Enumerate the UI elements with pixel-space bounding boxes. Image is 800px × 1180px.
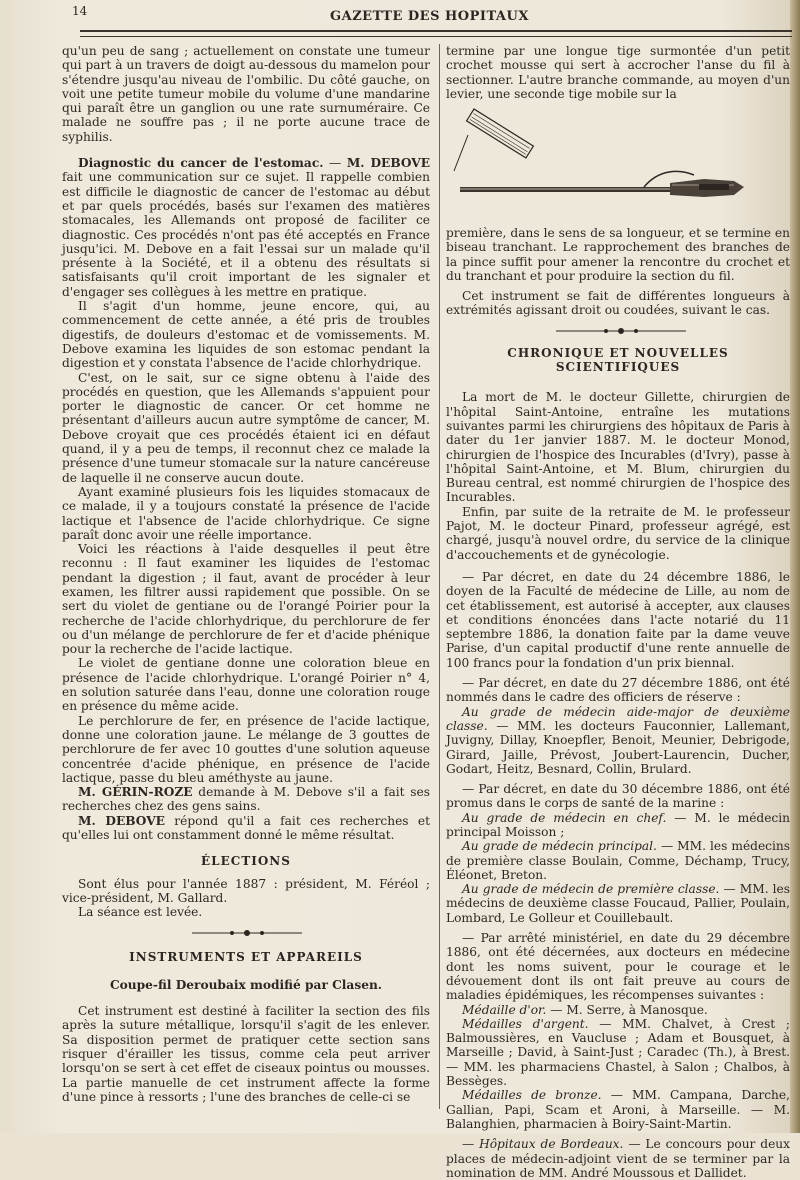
page-edge [790, 0, 800, 1133]
paragraph-text: — M. le médecin principal Moisson ; [446, 810, 790, 839]
paragraph [446, 1003, 790, 1017]
grade-label: Au grade de médecin aide-major de deuxième classe. [446, 704, 790, 733]
paragraph [446, 811, 790, 840]
paragraph: — Par décret, en date du 27 décembre 1886, ont été nommés dans le cadre des officiers de réserve : [446, 676, 790, 705]
award-label: Hôpitaux de Bordeaux. [479, 1137, 624, 1152]
paragraph-text: — MM. les médecins de deuxième classe Foucaud, Pallier, Poulain, Lombard, Le Golleur et Couillebault. [446, 882, 791, 925]
paragraph: La séance est levée. [78, 905, 203, 920]
paragraph: — Par arrêté ministériel, en date du 29 décembre 1886, ont été décernées, aux docteurs en médecine dont les noms suivent, pour le courage et le dévouement dont ils ont fait preuve au cours de maladies épidémiques, les récompenses suivantes : [446, 931, 790, 1003]
paragraph: — Hôpitaux de Bordeaux. — Le concours pour deux places de médecin-adjoint vient de se terminer par la nomination de MM. André Moussous et Dallidet. [446, 1137, 791, 1180]
paragraph: Voici les réactions à l'aide desquelles il peut être reconnu : Il faut examiner les liquides de l'estomac pendant la digestion ; il faut, avant de procéder à leur examen, les filtrer aussi rapidement que possible. On se sert du violet de gentiane ou de l'orangé Poirier pour la recherche de l'acide chlorhydrique, du perchlorure de fer ou d'un mélange de perchlorure de fer et d'acide phénique pour la recherche de l'acide lactique. [62, 542, 430, 657]
right-column [446, 44, 790, 101]
paragraph: Ayant examiné plusieurs fois les liquides stomacaux de ce malade, il y a toujours constaté la présence de l'acide lactique et l'absence de l'acide chlorhydrique. Ce signe paraît donc avoir une réelle importance. [62, 484, 430, 542]
paragraph: Il s'agit d'un homme, jeune encore, qui, au commencement de cette année, a été pris de troubles digestifs, de douleurs d'estomac et de vomissements. M. Debove examina les liquides de son estomac pendant la digestion et y constata l'absence de l'acide chlorhydrique. [62, 299, 430, 371]
paragraph: termine par une longue tige surmontée d'un petit crochet mousse qui sert à accrocher l'anse du fil à sectionner. L'autre branche commande, au moyen d'un levier, une seconde tige mobile sur la [446, 44, 790, 101]
article-heading: Coupe-fil Deroubaix modifié par Clasen. [109, 977, 383, 992]
paragraph: Cet instrument se fait de différentes longueurs à extrémités agissant droit ou coudées, suivant le cas. [446, 289, 790, 318]
award-label: Médailles d'argent. [462, 1016, 589, 1031]
paragraph-text: — Le concours pour deux places de médecin-adjoint vient de se terminer par la nomination de MM. André Moussous et Dallidet. [446, 1137, 791, 1180]
paragraph-text: fait une communication sur ce sujet. Il rappelle combien est difficile le diagnostic de cancer de l'estomac au début et par quels procédés, basés sur l'examen des matières stomacales, les Allemands ont proposé de faciliter ce diagnostic. Ces procédés n'ont pas été acceptés en France jusqu'ici. M. Debove en a fait l'essai sur un malade qu'il présente à la Société, et il a obtenu des résultats si satisfaisants qu'il croit important de les signaler et d'engager ses collègues à les mettre en pratique. [62, 170, 430, 299]
paragraph: Enfin, par suite de la retraite de M. le professeur Pajot, M. le docteur Pinard, professeur agrégé, est chargé, jusqu'à nouvel ordre, du service de la clinique d'accouchements et de gynécologie. [446, 504, 790, 562]
paragraph: Cet instrument est destiné à faciliter la section des fils après la suture métallique, lorsqu'il s'agit de les enlever. Sa disposition permet de pratiquer cette section sans risquer d'érailler les tissus, comme cela peut arriver lorsqu'on se sert à cet effet de ciseaux pointus ou mousses. La partie manuelle de cet instrument affecte la forme d'une pince à ressorts ; l'une des branches de celle-ci se [62, 1004, 430, 1104]
wire-cutter-instrument-icon [454, 109, 744, 197]
paragraph [446, 882, 790, 925]
header-rule-thin [80, 36, 792, 37]
paragraph [446, 1017, 790, 1088]
article-heading: Diagnostic du cancer de l'estomac. [78, 156, 324, 171]
paragraph: Le perchlorure de fer, en présence de l'acide lactique, donne une coloration jaune. Le mélange de 3 gouttes de perchlorure de fer avec 10 gouttes d'une solution aqueuse concentrée d'acide phénique, en présence de l'acide lactique, passe du bleu améthyste au jaune. [62, 713, 430, 785]
paragraph-text: — MM. les médecins de première classe Boulain, Comme, Déchamp, Trucy, Éléonet, Breton. [446, 839, 790, 882]
award-label: Médailles de bronze. [462, 1088, 602, 1103]
paragraph-text: répond qu'il a fait ces recherches et qu'elles lui ont constamment donné le même résultat. [62, 813, 430, 843]
wire-cutter-illustration [444, 99, 790, 219]
running-head: GAZETTE DES HOPITAUX [330, 9, 529, 24]
paragraph: C'est, on le sait, sur ce signe obtenu à l'aide des procédés en question, que les Allemands s'appuient pour porter le diagnostic de cancer. Or cet homme ne présentant d'ailleurs aucun autre symptôme de cancer, M. Debove croyait que ces procédés étaient ici en défaut quand, il y a peu de temps, il reconnut chez ce malade la présence d'une tumeur stomacale sur la nature cancéreuse de laquelle il ne conserve aucun doute. [62, 370, 430, 485]
paragraph: — Par décret, en date du 30 décembre 1886, ont été promus dans le corps de santé de la marine : [446, 782, 790, 811]
author-name: M. DEBOVE [346, 156, 431, 171]
grade-label: Au grade de médecin en chef. [462, 810, 667, 825]
paragraph: Diagnostic du cancer de l'estomac. — M. DEBOVE fait une communication sur ce sujet. Il rappelle combien est difficile le diagnostic de cancer de l'estomac au début et par quels procédés, basés sur l'examen des matières stomacales, les Allemands ont proposé de faciliter ce diagnostic. Ces procédés n'ont pas été acceptés en France jusqu'ici. M. Debove en a fait l'essai sur un malade qu'il présente à la Société, et il a obtenu des résultats si satisfaisants qu'il croit important de les signaler et d'engager ses collègues à les mettre en pratique. [62, 156, 431, 299]
paragraph [446, 705, 790, 776]
paragraph [446, 839, 790, 882]
paragraph [62, 785, 430, 814]
author-name: M. DEBOVE [78, 813, 165, 828]
section-ornament [446, 318, 790, 344]
grade-label: Au grade de médecin principal. [462, 839, 657, 854]
award-label: Médaille d'or. [462, 1002, 547, 1017]
paragraph-text: — M. Serre, à Manosque. [550, 1002, 708, 1017]
paragraph [446, 1088, 790, 1131]
section-ornament [62, 920, 430, 946]
grade-label: Au grade de médecin de première classe. [462, 882, 720, 897]
paragraph-text: — MM. Campana, Darche, Gallian, Papi, Scam et Aroni, à Marseille. — M. Balanghien, pharmacien à Boiry-Saint-Martin. [446, 1088, 790, 1131]
column-divider [439, 44, 440, 1109]
paragraph [62, 814, 430, 843]
section-heading-chronique: CHRONIQUE ET NOUVELLES SCIENTIFIQUES [507, 345, 729, 375]
paragraph-text: — MM. les docteurs Fauconnier, Lallemant, Juvigny, Dillay, Knoepfler, Benoit, Meunier, Debrigode, Girard, Jaille, Prévost, Joubert-Laurencin, Ducher, Godart, Heitz, Besnard, Collin, Brulard. [446, 718, 790, 776]
paragraph: Le violet de gentiane donne une coloration bleue en présence de l'acide chlorhydrique. L'orangé Poirier n° 4, en solution saturée dans l'eau, donne une coloration rouge en présence du même acide. [62, 656, 430, 714]
section-heading-elections: ÉLECTIONS [201, 854, 291, 869]
paragraph-text: demande à M. Debove s'il a fait ses recherches chez des gens sains. [62, 785, 430, 814]
paragraph: La mort de M. le docteur Gillette, chirurgien de l'hôpital Saint-Antoine, entraîne les mutations suivantes parmi les chirurgiens des hôpitaux de Paris à dater du 1er janvier 1887. M. le docteur Monod, chirurgien de l'hospice des Incurables (d'Ivry), passe à l'hôpital Saint-Antoine, et M. Blum, chirurgien du Bureau central, est nommé chirurgien de l'hospice des Incurables. [446, 390, 790, 505]
page-number: 14 [72, 4, 88, 18]
right-column-continued [446, 226, 790, 1180]
paragraph-text: — MM. Chalvet, à Crest ; Balmoussières, en Vaucluse ; Adam et Bousquet, à Marseille ; David, à Saint-Just ; Caradec (Th.), à Brest. — MM. les pharmaciens Chastel, à Salon ; Chalbos, à Bessèges. [446, 1016, 790, 1089]
paragraph: — Par décret, en date du 24 décembre 1886, le doyen de la Faculté de médecine de Lille, au nom de cet établissement, est autorisé à accepter, aux clauses et conditions énoncées dans l'acte notarié du 11 septembre 1886, la donation faite par la dame veuve Parise, d'un capital productif d'une rente annuelle de 100 francs pour la fondation d'un prix biennal. [446, 569, 790, 670]
paragraph: première, dans le sens de sa longueur, et se termine en biseau tranchant. Le rapprochement des branches de la pince suffit pour amener la rencontre du crochet et du tranchant et pour produire la section du fil. [446, 226, 790, 283]
header-rule [80, 30, 792, 32]
paragraph: Sont élus pour l'année 1887 : président, M. Féréol ; vice-président, M. Gallard. [62, 876, 430, 905]
section-heading-instruments: INSTRUMENTS ET APPAREILS [129, 949, 363, 964]
paragraph: qu'un peu de sang ; actuellement on constate une tumeur qui part à un travers de doigt au-dessous du mamelon pour s'étendre jusqu'au niveau de l'ombilic. Du côté gauche, on voit une petite tumeur mobile du volume d'une mandarine qui paraît être un ganglion ou une rate surnuméraire. Ce malade ne souffre pas ; il ne porte aucune trace de syphilis. [62, 44, 430, 144]
author-name: M. GÉRIN-ROZE [78, 785, 193, 800]
left-column [62, 44, 430, 1104]
